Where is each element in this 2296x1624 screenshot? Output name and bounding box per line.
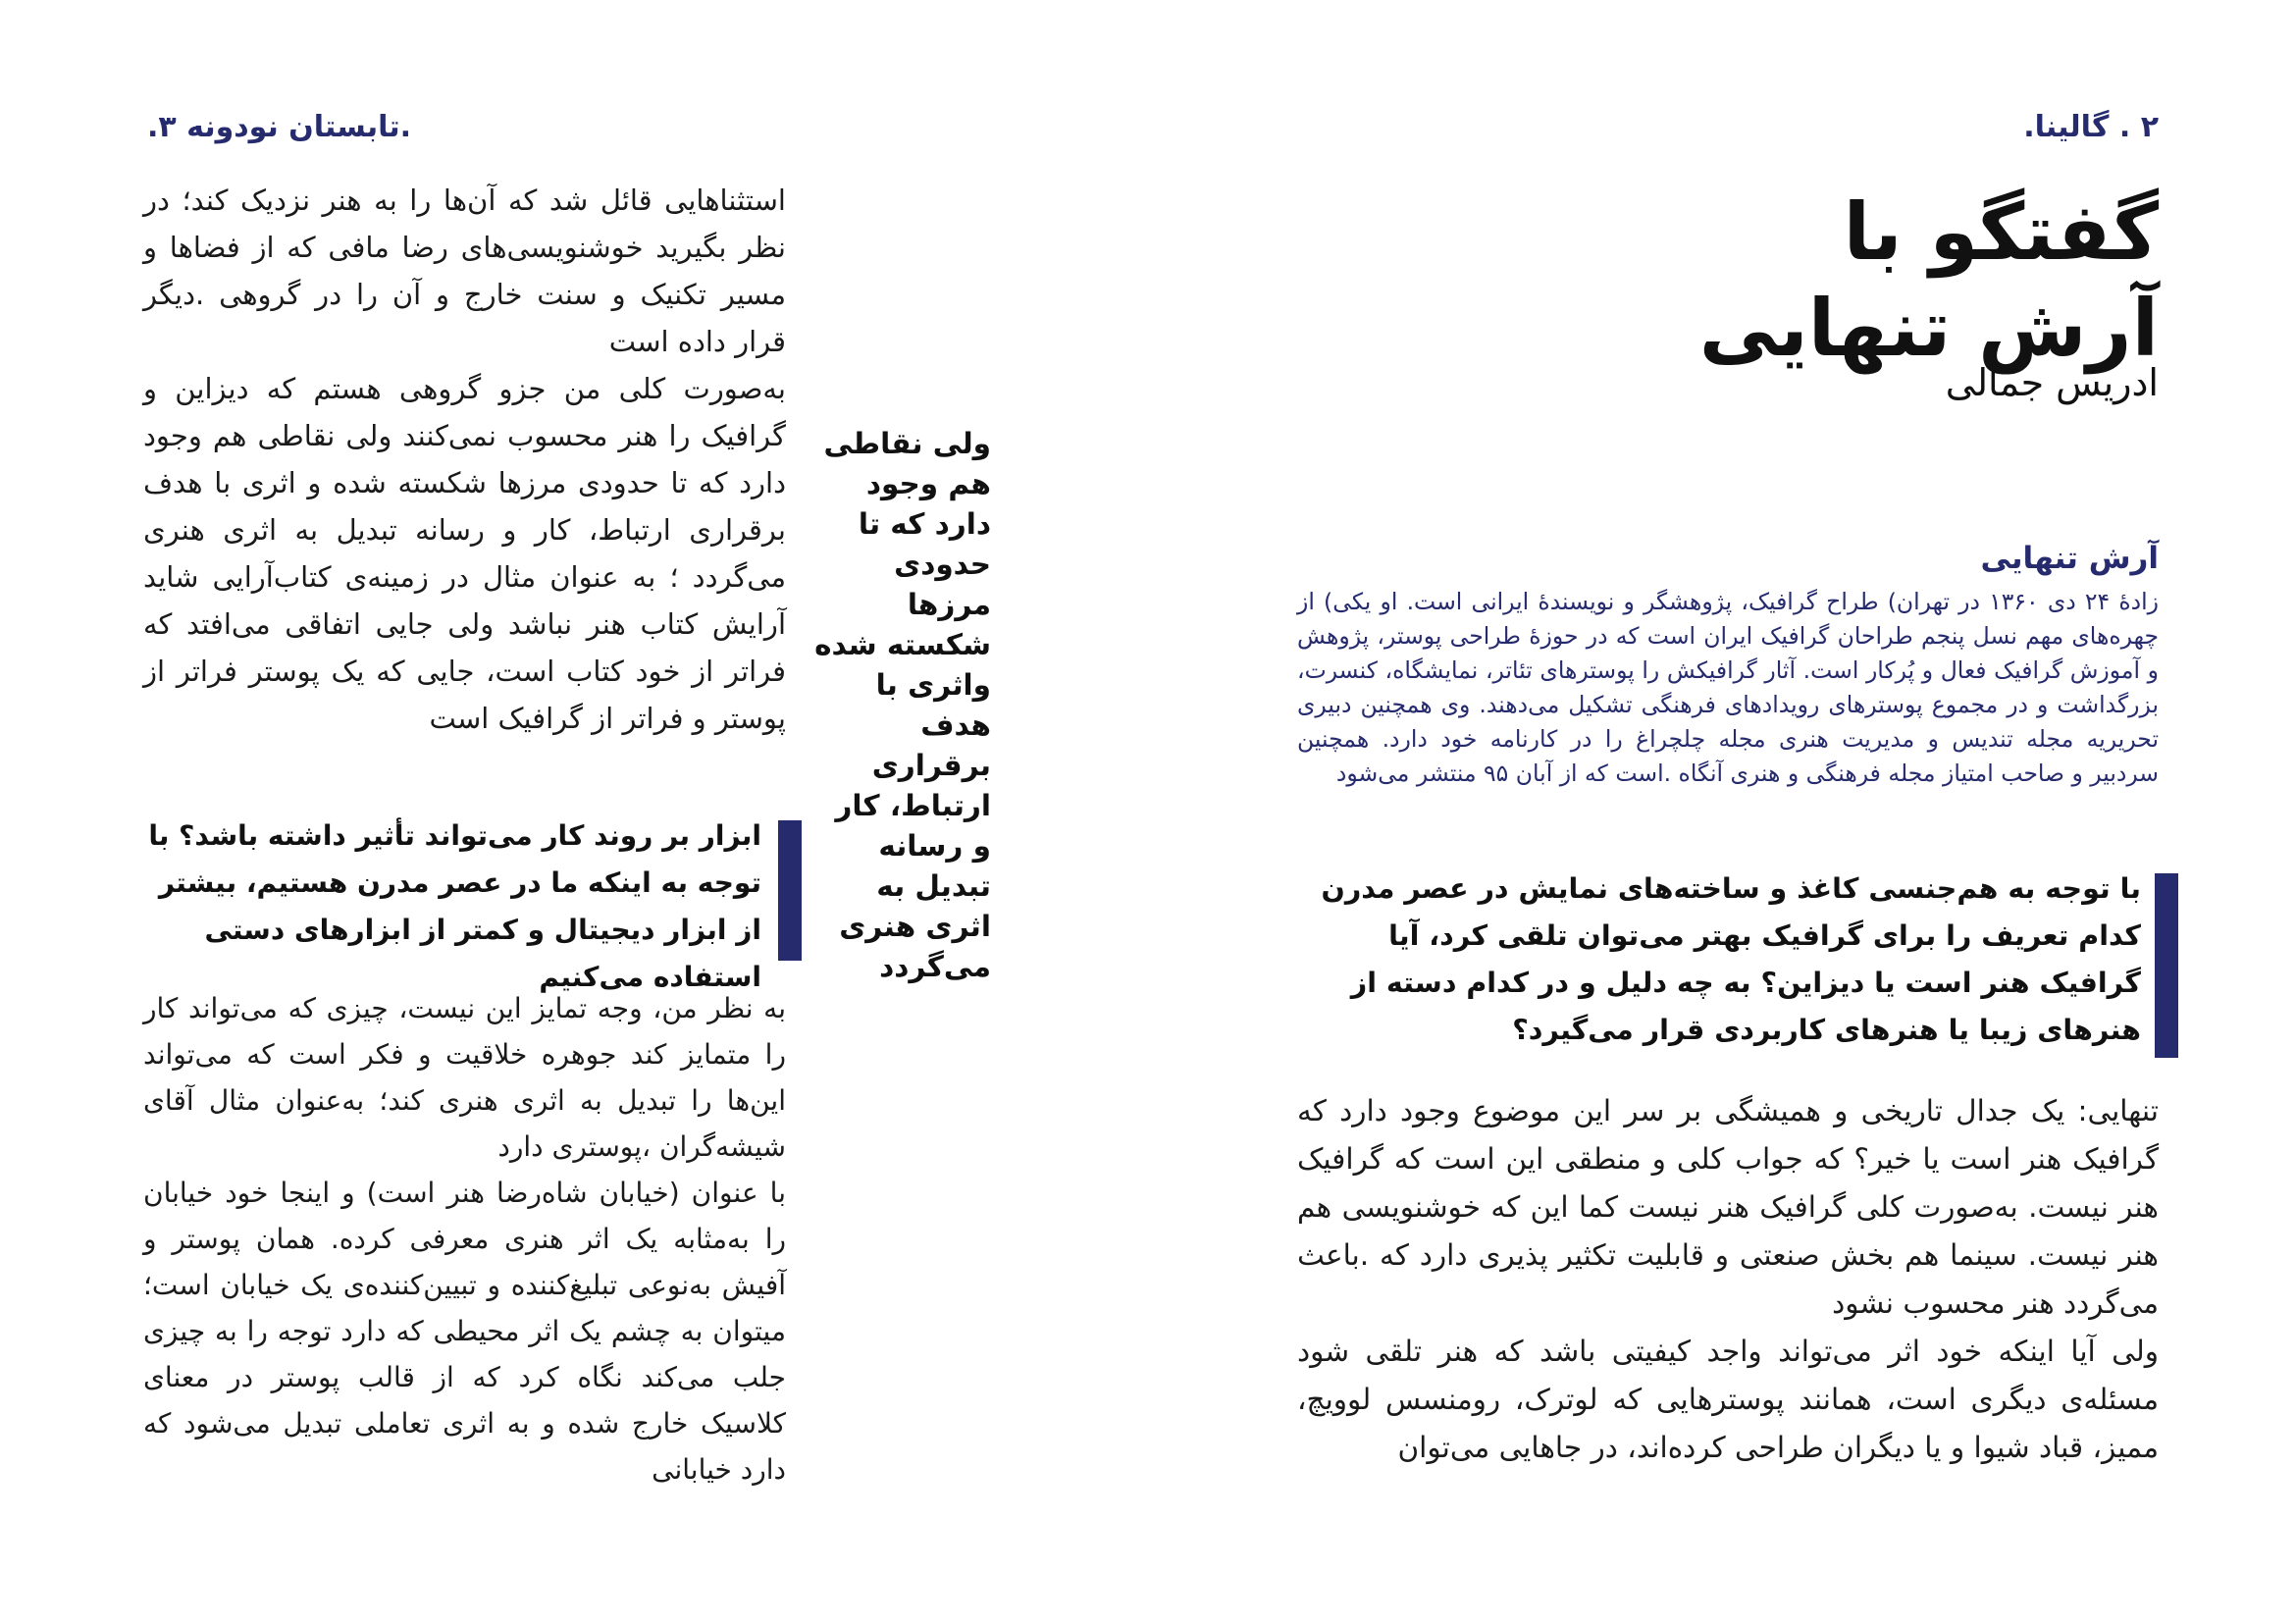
pull-quote: ولی نقاطی هم وجود دارد که تا حدودی مرزها شکسته شده واثری با هدف برقراری ارتباط، کار و رسانه تبدیل به اثری هنری می‌گردد bbox=[814, 427, 991, 983]
left-column-bottom-body bbox=[143, 985, 786, 1493]
left-column-top-body bbox=[143, 177, 786, 742]
bio-text: زادهٔ ۲۴ دی ۱۳۶۰ در تهران) طراح گرافیک، پژوهشگر و نویسندهٔ ایرانی است. او یکی) از چهره‌های مهم نسل پنجم طراحان گرافیک ایران است که در حوزهٔ طراحی پوستر، پژوهش و آموزش گرافیک فعال و پُرکار است. آثار گرافیکش را پوسترهای تئاتر، نمایشگاه، کنسرت، بزرگداشت و در مجموع پوسترهای رویدادهای فرهنگی تشکیل می‌دهند. وی همچنین دبیری تحریریه مجله تندیس و مدیریت هنری مجله چلچراغ را در کارنامه خود دارد. همچنین سردبیر و صاحب امتیاز مجله فرهنگی و هنری آنگاه .است که از آبان ۹۵ منتشر می‌شود bbox=[1297, 588, 2160, 787]
question-bar bbox=[778, 820, 802, 961]
body-paragraph: با عنوان (خیابان شاه‌رضا هنر است) و اینجا خود خیابان را به‌مثابه یک اثر هنری معرفی کرده. همان پوستر و آفیش به‌نوعی تبلیغ‌کننده و تبیین‌کننده‌ی یک خیابان است؛ میتوان به چشم یک اثر محیطی که دارد توجه را به چیزی جلب می‌کند نگاه کرد که از قالب پوستر در معنای کلاسیک خارج شده و به اثری تعاملی تبدیل می‌شود که دارد خیابانی bbox=[143, 1177, 786, 1486]
right-column-body bbox=[1297, 1087, 2159, 1472]
title-line-1: گفتگو با bbox=[1843, 186, 2159, 278]
question-bar bbox=[2155, 873, 2178, 1058]
body-paragraph: به‌صورت کلی من جزو گروهی هستم که دیزاین و گرافیک را هنر محسوب نمی‌کنند ولی نقاطی هم وجود دارد که تا حدودی مرزها شکسته شده و اثری با هدف برقراری ارتباط، کار و رسانه تبدیل به اثری هنری می‌گردد ؛ به عنوان مثال در زمینه‌ی کتاب‌آرایی شاید آرایش کتاب هنر نباشد ولی جایی اتفاقی می‌افتد که فراتر از خود کتاب است، جایی که یک پوستر فراتر از پوستر و فراتر از گرافیک است bbox=[143, 372, 786, 735]
title-line-2: آرش تنهایی bbox=[1698, 283, 2159, 374]
interview-question-2: ابزار بر روند کار می‌تواند تأثیر داشته باشد؟ با توجه به اینکه ما در عصر مدرن هستیم، بیشتر از ابزار دیجیتال و کمتر از ابزارهای دستی استفاده می‌کنیم bbox=[148, 819, 761, 993]
body-paragraph: تنهایی: یک جدال تاریخی و همیشگی بر سر این موضوع وجود دارد که گرافیک هنر است یا خیر؟ که جواب کلی و منطقی این است که گرافیک هنر نیست. به‌صورت کلی گرافیک هنر نیست کما این که خوشنویسی هم هنر نیست. سینما هم بخش صنعتی و قابلیت تکثیر پذیری دارد که .باعث می‌گردد هنر محسوب نشود bbox=[1297, 1094, 2159, 1320]
folio-page-number: ۲ . گالینا. bbox=[2023, 110, 2159, 144]
body-paragraph: ولی آیا اینکه خود اثر می‌تواند واجد کیفیتی باشد که هنر تلقی شود مسئله‌ی دیگری است، همانند پوسترهایی که لوترک، رومنسس لوویچ، ممیز، قباد شیوا و یا دیگران طراحی کرده‌اند، در جاهایی می‌توان bbox=[1297, 1335, 2159, 1464]
author-name: ادریس جمالی bbox=[1945, 361, 2159, 404]
interview-question-1: با توجه به هم‌جنسی کاغذ و ساخته‌های نمایش در عصر مدرن کدام تعریف را برای گرافیک بهتر می‌توان تلقی کرد، آیا گرافیک هنر است یا دیزاین؟ به چه دلیل و در کدام دسته از هنرهای زیبا یا هنرهای کاربردی قرار می‌گیرد؟ bbox=[1321, 872, 2141, 1046]
body-paragraph: به نظر من، وجه تمایز این نیست، چیزی که می‌تواند کار را متمایز کند جوهره خلاقیت و فکر است که می‌تواند این‌ها را تبدیل به اثری هنری کند؛ به‌عنوان مثال آقای شیشه‌گران ،پوستری دارد bbox=[143, 992, 786, 1163]
bio-heading: آرش تنهایی bbox=[1980, 541, 2159, 576]
folio-issue: .تابستان نودونه ۳. bbox=[147, 110, 412, 144]
article-title bbox=[1609, 184, 2159, 377]
body-paragraph: استثناهایی قائل شد که آن‌ها را به هنر نزدیک کند؛ در نظر بگیرید خوشنویسی‌های رضا مافی که از فضاها و مسیر تکنیک و سنت خارج و آن را در گروهی .دیگر قرار داده است bbox=[143, 183, 786, 358]
